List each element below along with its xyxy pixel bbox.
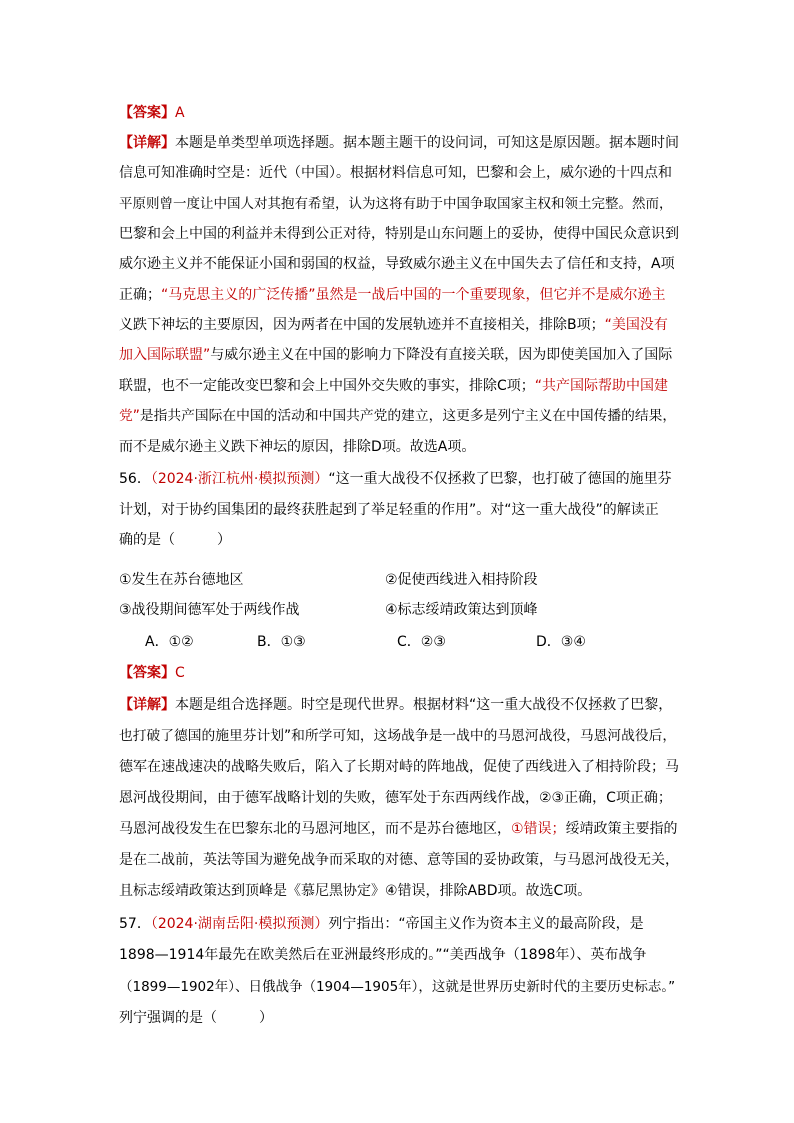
- detail-line: [119, 695, 679, 715]
- question-text: 列宁指出：“帝国主义作为资本主义的最高阶段，是: [328, 916, 644, 932]
- detail-highlight: “美国没有: [604, 317, 668, 333]
- detail-tag: 【详解】: [119, 135, 175, 151]
- detail-line: 是在二战前，英法等国为避免战争而采取的对德、意等国的妥协政策，与马恩河战役无关，: [119, 852, 679, 868]
- detail-text: 马恩河战役发生在巴黎东北的马恩河地区，而不是苏台德地区，: [119, 821, 511, 837]
- question-source: （2024·湖南岳阳·模拟预测）: [150, 916, 329, 932]
- question-number: 56．: [119, 471, 151, 487]
- detail-text: 是指共产国际在中国的活动和中国共产党的建立，这更多是列宁主义在中国传播的结果，: [139, 408, 677, 424]
- detail-text: 本题是组合选择题。时空是现代世界。根据材料“这一重大战役不仅拯救了巴黎，: [175, 697, 673, 713]
- detail-line: 威尔逊主义并不能保证小国和弱国的权益，导致威尔逊主义在中国失去了信任和支持，A项: [119, 256, 675, 272]
- answer-tag: 【答案】: [119, 105, 175, 121]
- question-56-stem: 计划，对于协约国集团的最终获胜起到了举足轻重的作用”。对“这一重大战役”的解读正: [119, 502, 659, 518]
- detail-highlight: 党”: [119, 408, 140, 424]
- detail-text: 与威尔逊主义在中国的影响力下降没有直接关联，因为即使美国加入了国际: [210, 347, 673, 363]
- detail-text: 联盟，也不一定能改变巴黎和会上中国外交失败的事实，排除C项；: [119, 378, 535, 394]
- option-4: ④标志绥靖政策达到顶峰: [385, 602, 538, 618]
- question-56-stem: 确的是（ ）: [119, 532, 231, 548]
- option-2: ②促使西线进入相持阶段: [385, 572, 538, 588]
- answer-value: A: [175, 105, 185, 121]
- detail-highlight: 加入国际联盟”: [119, 347, 211, 363]
- choice-d: D．③④: [536, 634, 586, 650]
- detail-line: 而不是威尔逊主义跌下神坛的原因，排除D项。故选A项。: [119, 439, 476, 455]
- detail-highlight: “共产国际帮助中国建: [534, 378, 669, 394]
- detail-line: 也打破了德国的施里芬计划”和所学可知，这场战争是一战中的马恩河战役，马恩河战役后，: [119, 728, 677, 744]
- answer-value: C: [175, 665, 185, 681]
- detail-text: 义跌下神坛的主要原因，因为两者在中国的发展轨迹并不直接相关，排除B项；: [119, 317, 605, 333]
- answer-line-56: [119, 663, 679, 683]
- choice-a: A．①②: [145, 634, 194, 650]
- detail-line: 且标志绥靖政策达到顶峰是《慕尼黑协定》④错误，排除ABD项。故选C项。: [119, 883, 592, 899]
- question-57-stem: 1898—1914年最先在欧美然后在亚洲最终形成的。”“美西战争（1898年）、英布战争: [119, 947, 647, 963]
- choice-b: B．①③: [257, 634, 306, 650]
- detail-line: [119, 819, 679, 839]
- detail-line: [119, 315, 679, 335]
- question-57-stem: [119, 914, 679, 934]
- detail-line: 巴黎和会上中国的利益并未得到公正对待，特别是山东问题上的妥协，使得中国民众意识到: [119, 226, 679, 242]
- question-number: 57．: [119, 916, 151, 932]
- detail-line: [119, 285, 679, 305]
- question-57-stem: 列宁强调的是（ ）: [119, 1010, 273, 1026]
- detail-tag: 【详解】: [119, 697, 175, 713]
- detail-line: 德军在速战速决的战略失败后，陷入了长期对峙的阵地战，促使了西线进入了相持阶段；马: [119, 759, 679, 775]
- choice-c: C．②③: [397, 634, 446, 650]
- answer-line-55: [119, 103, 679, 123]
- detail-line: [119, 133, 679, 153]
- detail-text: 正确；: [119, 287, 161, 303]
- question-56-stem: [119, 469, 679, 489]
- detail-line: 平原则曾一度让中国人对其抱有希望，认为这将有助于中国争取国家主权和领土完整。然而，: [119, 196, 673, 212]
- option-1: ①发生在苏台德地区: [119, 572, 244, 588]
- question-text: “这一重大战役不仅拯救了巴黎，也打破了德国的施里芬: [328, 471, 672, 487]
- detail-line: 恩河战役期间，由于德军战略计划的失败，德军处于东西两线作战，②③正确，C项正确；: [119, 790, 672, 806]
- answer-tag: 【答案】: [119, 665, 175, 681]
- detail-highlight: ①错误；: [511, 821, 566, 837]
- detail-highlight: “马克思主义的广泛传播”虽然是一战后中国的一个重要现象，但它并不是威尔逊主: [161, 287, 666, 303]
- detail-line: [119, 406, 679, 426]
- detail-text: 绥靖政策主要指的: [565, 821, 678, 837]
- question-57-stem: （1899—1902年）、日俄战争（1904—1905年），这就是世界历史新时代的主要历史标志。”: [119, 979, 676, 995]
- detail-text: 本题是单类型单项选择题。据本题主题干的设问词，可知这是原因题。据本题时间: [175, 135, 679, 151]
- detail-line: [119, 376, 679, 396]
- question-source: （2024·浙江杭州·模拟预测）: [150, 471, 329, 487]
- detail-line: 信息可知准确时空是：近代（中国）。根据材料信息可知，巴黎和会上，威尔逊的十四点和: [119, 165, 672, 181]
- detail-line: [119, 345, 679, 365]
- option-3: ③战役期间德军处于两线作战: [119, 602, 300, 618]
